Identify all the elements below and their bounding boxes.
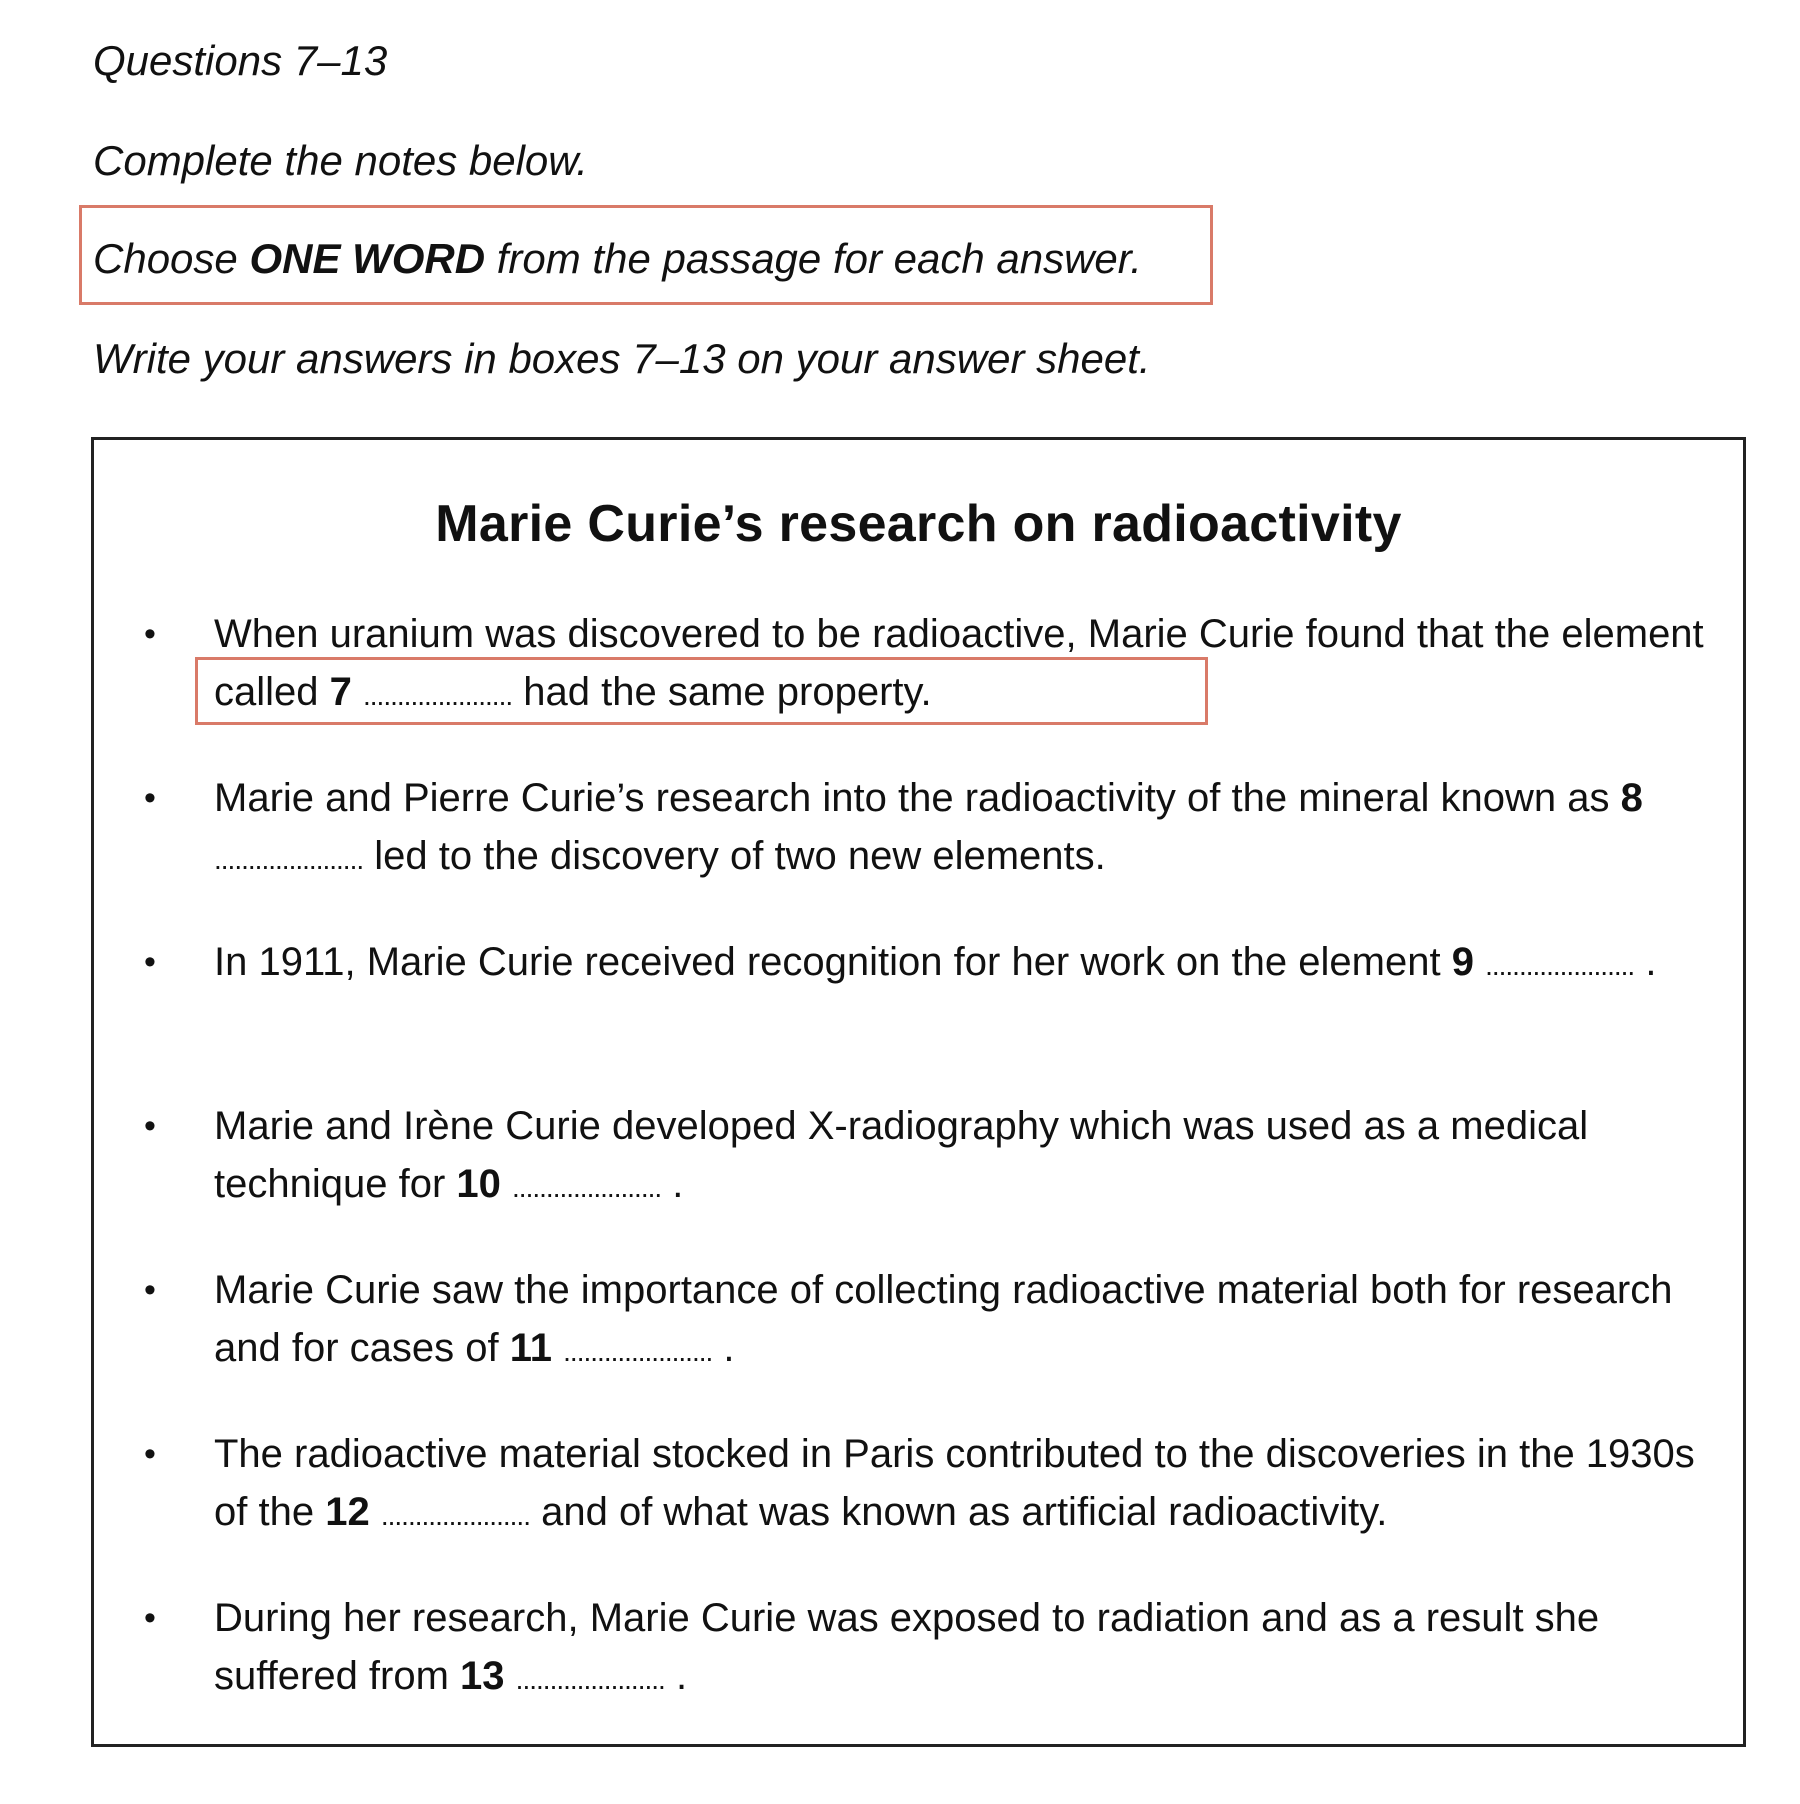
note-item-9 [144, 933, 1714, 995]
note-item-13 [144, 1589, 1714, 1709]
note-item-10 [144, 1097, 1714, 1217]
question-number: 9 [1451, 940, 1474, 984]
bullet: • [144, 1107, 156, 1145]
note-text: Marie Curie saw the importance of collecting radioactive material both for research and for cases of [214, 1268, 1673, 1370]
note-text: In 1911, Marie Curie received recognition for her work on the element [214, 940, 1452, 984]
answer-blank-8[interactable]: ...................... [214, 844, 364, 875]
note-text: led to the discovery of two new elements. [363, 834, 1106, 878]
bullet: • [144, 1271, 156, 1309]
question-number: 7 [329, 670, 352, 714]
bullet: • [144, 1599, 156, 1637]
note-item-8 [144, 769, 1714, 889]
question-number: 13 [460, 1654, 505, 1698]
bullet: • [144, 779, 156, 817]
question-number: 11 [509, 1326, 553, 1370]
question-number: 12 [325, 1490, 370, 1534]
answer-blank-10[interactable]: ...................... [512, 1172, 662, 1203]
questions-heading: Questions 7–13 [93, 37, 388, 84]
answer-blank-9[interactable]: ...................... [1485, 950, 1635, 981]
note-text: The radioactive material stocked in Paris contributed to the discoveries in the 1930s of the [214, 1432, 1695, 1534]
note-item-11 [144, 1261, 1714, 1381]
note-item-12 [144, 1425, 1714, 1545]
note-text: When uranium was discovered to be radioactive, Marie Curie found that the element called [214, 612, 1704, 714]
note-text: Marie and Pierre Curie’s research into the radioactivity of the mineral known as [214, 776, 1621, 820]
answer-blank-12[interactable]: ...................... [380, 1500, 530, 1531]
bullet: • [144, 943, 156, 981]
instruction-complete-notes: Complete the notes below. [93, 137, 588, 184]
answer-blank-13[interactable]: ...................... [515, 1664, 665, 1695]
instruction-answer-sheet: Write your answers in boxes 7–13 on your answer sheet. [93, 335, 1151, 382]
note-text: During her research, Marie Curie was exposed to radiation and as a result she suffered from [214, 1596, 1600, 1698]
instruction-choose-post: from the passage for each answer. [485, 235, 1142, 282]
note-text: . [661, 1162, 684, 1206]
note-text: . [664, 1654, 688, 1698]
note-text: . [712, 1326, 735, 1370]
bullet: • [144, 1435, 156, 1473]
note-text: . [1634, 940, 1657, 984]
instruction-word-limit [93, 233, 1142, 285]
note-text: had the same property. [512, 670, 932, 714]
bullet: • [144, 615, 156, 653]
instruction-one-word: ONE WORD [249, 235, 486, 282]
note-text: Marie and Irène Curie developed X-radiography which was used as a medical technique for [214, 1104, 1589, 1206]
answer-blank-11[interactable]: ...................... [563, 1336, 713, 1367]
question-number: 10 [456, 1162, 501, 1206]
note-item-7 [144, 605, 1714, 725]
question-number: 8 [1620, 776, 1643, 820]
note-text: and of what was known as artificial radioactivity. [529, 1490, 1388, 1534]
answer-blank-7[interactable]: ...................... [363, 680, 513, 711]
notes-box [91, 437, 1746, 1747]
instruction-choose-pre: Choose [93, 235, 250, 282]
notes-title: Marie Curie’s research on radioactivity [435, 495, 1402, 553]
